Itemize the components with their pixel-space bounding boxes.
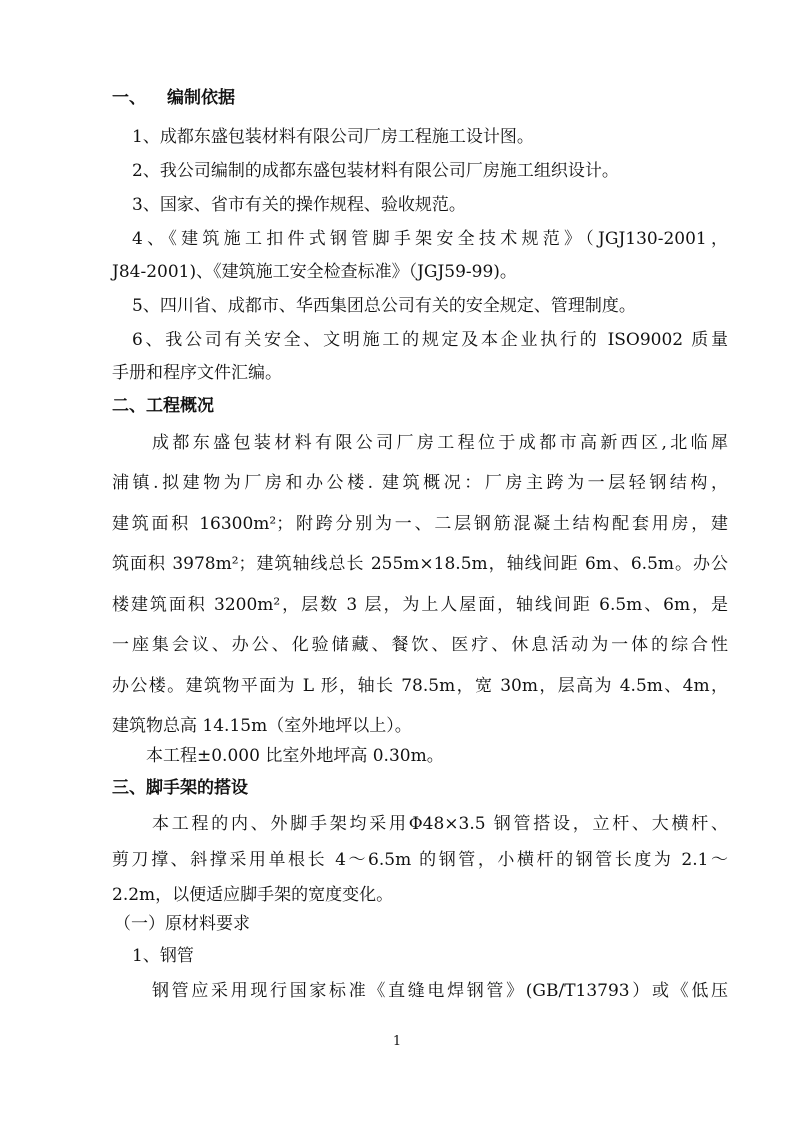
list-item: 6、我公司有关安全、文明施工的规定及本企业执行的 ISO9002 质量 <box>132 330 728 350</box>
paragraph-line: 本工程的内、外脚手架均采用Φ48×3.5 钢管搭设，立杆、大横杆、 <box>152 814 728 834</box>
page-number: 1 <box>392 1034 402 1049</box>
list-item: 4、《建筑施工扣件式钢管脚手架安全技术规范》（JGJ130-2001， <box>132 229 728 249</box>
paragraph: 本工程±0.000 比室外地坪高 0.30m。 <box>146 746 444 766</box>
paragraph-line: 建筑面积 16300m²；附跨分别为一、二层钢筋混凝土结构配套用房，建 <box>112 514 728 534</box>
paragraph-line: 楼建筑面积 3200m²，层数 3 层，为上人屋面，轴线间距 6.5m、6m，是 <box>112 595 728 615</box>
list-item: 1、成都东盛包装材料有限公司厂房工程施工设计图。 <box>132 127 534 147</box>
list-item: 3、国家、省市有关的操作规程、验收规范。 <box>132 195 466 215</box>
section-heading-1 <box>112 88 235 108</box>
subsection-heading: （一）原材料要求 <box>114 914 250 934</box>
list-item: 1、钢管 <box>132 946 194 966</box>
paragraph-line: 2.2m，以便适应脚手架的宽度变化。 <box>112 885 394 905</box>
list-item-continuation: J84-2001)、《建筑施工安全检查标准》（JGJ59-99)。 <box>112 262 517 282</box>
paragraph-line: 一座集会议、办公、化验储藏、餐饮、医疗、休息活动为一体的综合性 <box>112 635 728 655</box>
paragraph-line: 剪刀撑、斜撑采用单根长 4～6.5m 的钢管，小横杆的钢管长度为 2.1～ <box>112 850 728 870</box>
paragraph-line: 浦镇.拟建物为厂房和办公楼. 建筑概况：厂房主跨为一层轻钢结构， <box>112 473 728 493</box>
paragraph-line: 成都东盛包装材料有限公司厂房工程位于成都市高新西区,北临犀 <box>152 433 728 453</box>
paragraph-line: 办公楼。建筑物平面为 L 形，轴长 78.5m，宽 30m，层高为 4.5m、4m， <box>112 676 728 696</box>
paragraph-line: 筑面积 3978m²；建筑轴线总长 255m×18.5m，轴线间距 6m、6.5m。办公 <box>112 554 728 574</box>
section-heading-2: 二、工程概况 <box>112 396 214 416</box>
section-heading-3: 三、脚手架的搭设 <box>112 778 248 798</box>
list-item: 5、四川省、成都市、华西集团总公司有关的安全规定、管理制度。 <box>132 296 636 316</box>
list-item: 2、我公司编制的成都东盛包装材料有限公司厂房施工组织设计。 <box>132 161 619 181</box>
section-number: 一、 <box>112 88 146 108</box>
paragraph-line: 建筑物总高 14.15m（室外地坪以上）。 <box>112 716 412 736</box>
list-item-continuation: 手册和程序文件汇编。 <box>112 363 282 383</box>
section-title: 编制依据 <box>167 88 235 108</box>
paragraph-line: 钢管应采用现行国家标准《直缝电焊钢管》(GB/T13793）或《低压 <box>152 981 728 1001</box>
